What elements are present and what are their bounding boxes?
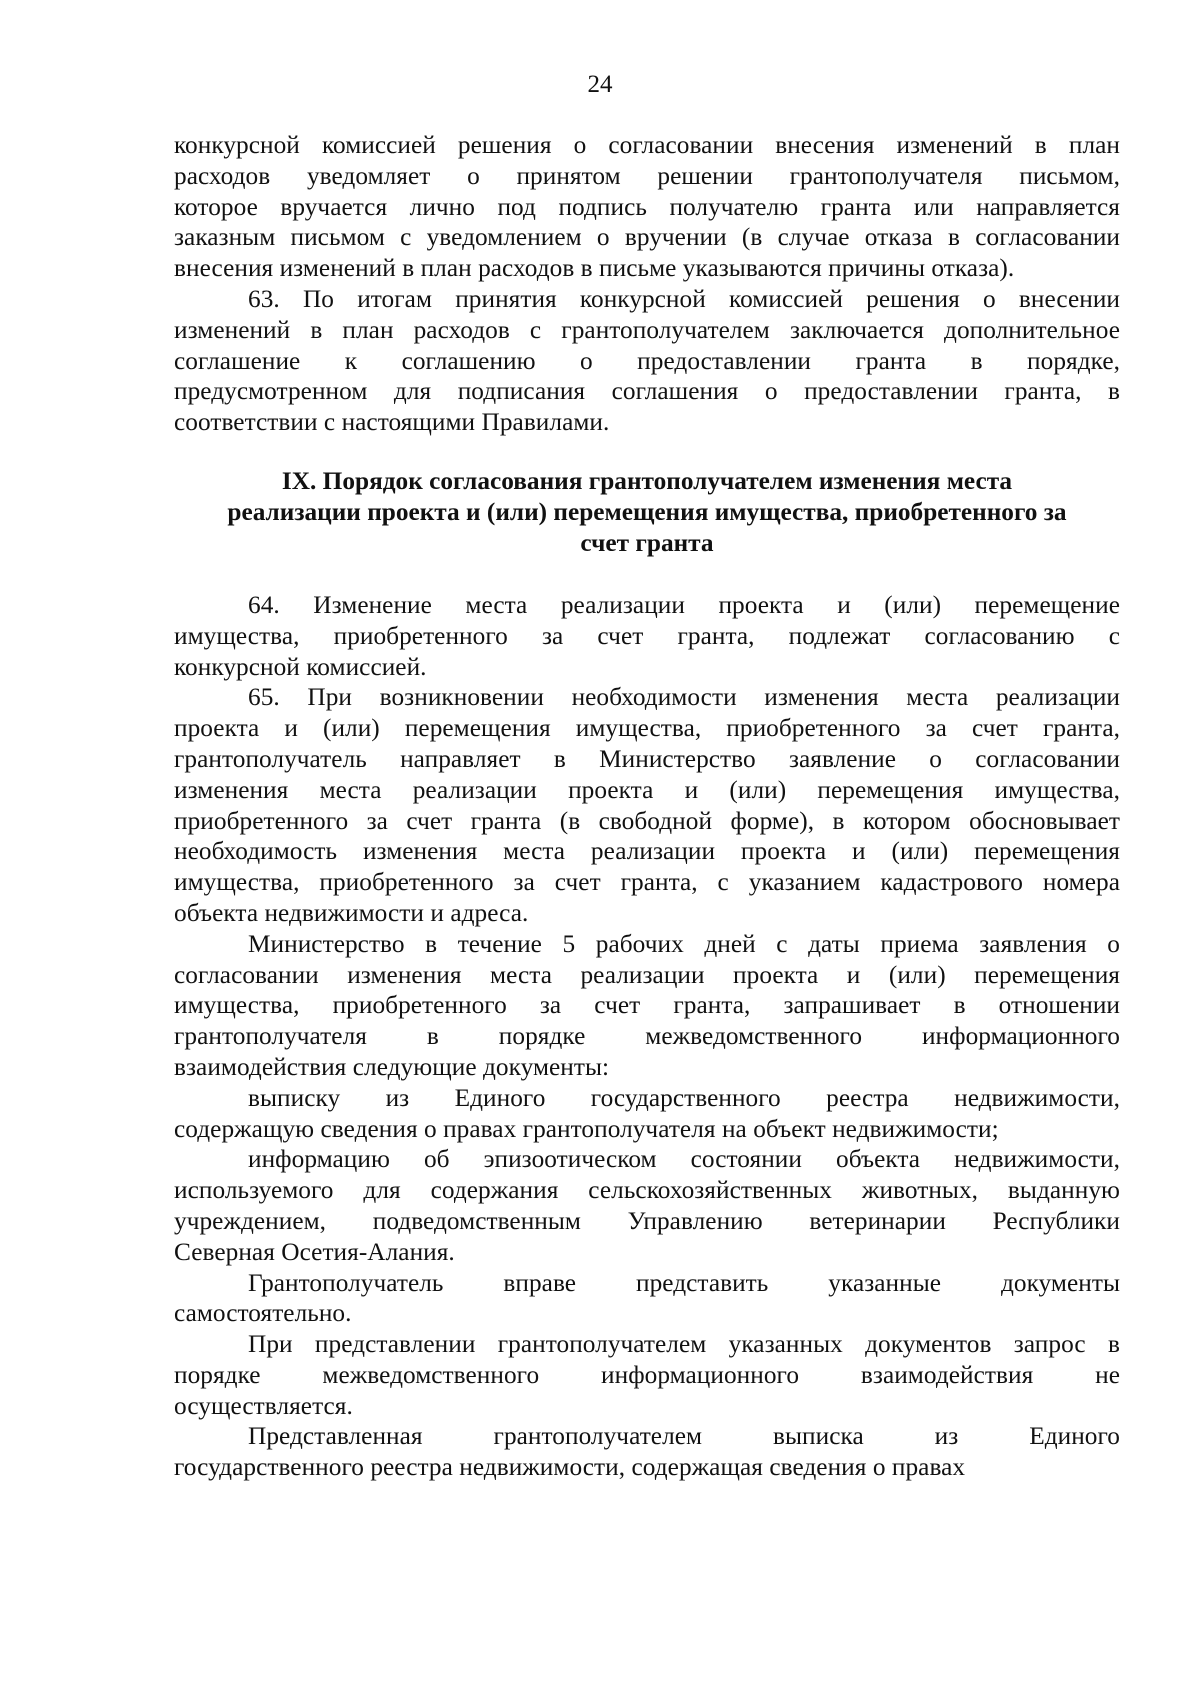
- paragraph-line: которое вручается лично под подпись получателю гранта или направляется: [174, 192, 1120, 221]
- paragraph-line: порядке межведомственного информационного взаимодействия не: [174, 1360, 1120, 1389]
- paragraph: [174, 682, 1120, 928]
- paragraph-line: конкурсной комиссией решения о согласовании внесения изменений в план: [174, 131, 1120, 159]
- paragraph: [174, 130, 1120, 284]
- paragraph-line: государственного реестра недвижимости, содержащая сведения о правах: [174, 1453, 966, 1482]
- paragraph: [174, 1144, 1120, 1267]
- paragraph-line: При представлении грантополучателем указанных документов запрос в: [248, 1330, 1120, 1359]
- paragraph-line: расходов уведомляет о принятом решении грантополучателя письмом,: [174, 161, 1120, 190]
- paragraph-line: взаимодействия следующие документы:: [174, 1052, 610, 1081]
- paragraph-line: Грантополучатель вправе представить указанные документы: [248, 1268, 1120, 1297]
- paragraph-line: 65. При возникновении необходимости изменения места реализации: [248, 683, 1120, 712]
- paragraph-line: проекта и (или) перемещения имущества, приобретенного за счет гранта,: [174, 714, 1120, 743]
- paragraph-line: грантополучатель направляет в Министерство заявление о согласовании: [174, 744, 1120, 773]
- section-heading: [174, 466, 1120, 559]
- paragraph-line: грантополучателя в порядке межведомственного информационного: [174, 1022, 1120, 1051]
- heading-line: IX. Порядок согласования грантополучателем изменения места: [281, 466, 1013, 495]
- paragraph-line: Министерство в течение 5 рабочих дней с даты приема заявления о: [248, 929, 1120, 958]
- paragraph-line: 63. По итогам принятия конкурсной комиссией решения о внесении: [248, 284, 1120, 313]
- paragraph-line: соглашение к соглашению о предоставлении гранта в порядке,: [174, 346, 1120, 375]
- paragraph-line: конкурсной комиссией.: [174, 652, 427, 681]
- heading-line: счет гранта: [580, 528, 714, 557]
- paragraph-line: предусмотренном для подписания соглашения о предоставлении гранта, в: [174, 377, 1120, 406]
- paragraph-line: соответствии с настоящими Правилами.: [174, 408, 610, 437]
- paragraph-line: изменений в план расходов с грантополучателем заключается дополнительное: [174, 315, 1120, 344]
- paragraph-line: внесения изменений в план расходов в письме указываются причины отказа).: [174, 254, 1015, 283]
- paragraph-line: заказным письмом с уведомлением о вручении (в случае отказа в согласовании: [174, 223, 1120, 252]
- paragraph-line: информацию об эпизоотическом состоянии объекта недвижимости,: [248, 1145, 1120, 1174]
- paragraph-line: изменения места реализации проекта и (или) перемещения имущества,: [174, 775, 1120, 804]
- paragraph-line: имущества, приобретенного за счет гранта, запрашивает в отношении: [174, 991, 1120, 1020]
- paragraph-line: приобретенного за счет гранта (в свободной форме), в котором обосновывает: [174, 806, 1120, 835]
- paragraph-line: Северная Осетия-Алания.: [174, 1237, 455, 1266]
- paragraph-line: содержащую сведения о правах грантополучателя на объект недвижимости;: [174, 1114, 999, 1143]
- paragraphs-after-heading: [174, 590, 1120, 1483]
- paragraph-line: самостоятельно.: [174, 1299, 352, 1328]
- document-body: [174, 130, 1120, 1483]
- paragraph-line: 64. Изменение места реализации проекта и (или) перемещение: [248, 590, 1120, 619]
- paragraph-line: используемого для содержания сельскохозяйственных животных, выданную: [174, 1176, 1120, 1205]
- paragraph-line: имущества, приобретенного за счет гранта, подлежат согласованию с: [174, 621, 1120, 650]
- paragraph: [174, 1083, 1120, 1145]
- paragraphs-before-heading: [174, 130, 1120, 438]
- paragraph-line: осуществляется.: [174, 1391, 353, 1420]
- paragraph: [174, 1421, 1120, 1483]
- paragraph-line: учреждением, подведомственным Управлению ветеринарии Республики: [174, 1206, 1120, 1235]
- paragraph: [174, 590, 1120, 682]
- heading-line: реализации проекта и (или) перемещения имущества, приобретенного за: [227, 497, 1067, 526]
- paragraph-line: выписку из Единого государственного реестра недвижимости,: [248, 1083, 1120, 1112]
- paragraph-line: необходимость изменения места реализации проекта и (или) перемещения: [174, 837, 1120, 866]
- paragraph-line: согласовании изменения места реализации проекта и (или) перемещения: [174, 960, 1120, 989]
- paragraph: [174, 1268, 1120, 1330]
- paragraph-line: объекта недвижимости и адреса.: [174, 898, 529, 927]
- paragraph: [174, 284, 1120, 438]
- paragraph: [174, 1329, 1120, 1421]
- paragraph: [174, 929, 1120, 1083]
- page-number: 24: [587, 71, 613, 98]
- paragraph-line: Представленная грантополучателем выписка из Единого: [248, 1422, 1120, 1451]
- paragraph-line: имущества, приобретенного за счет гранта, с указанием кадастрового номера: [174, 868, 1120, 897]
